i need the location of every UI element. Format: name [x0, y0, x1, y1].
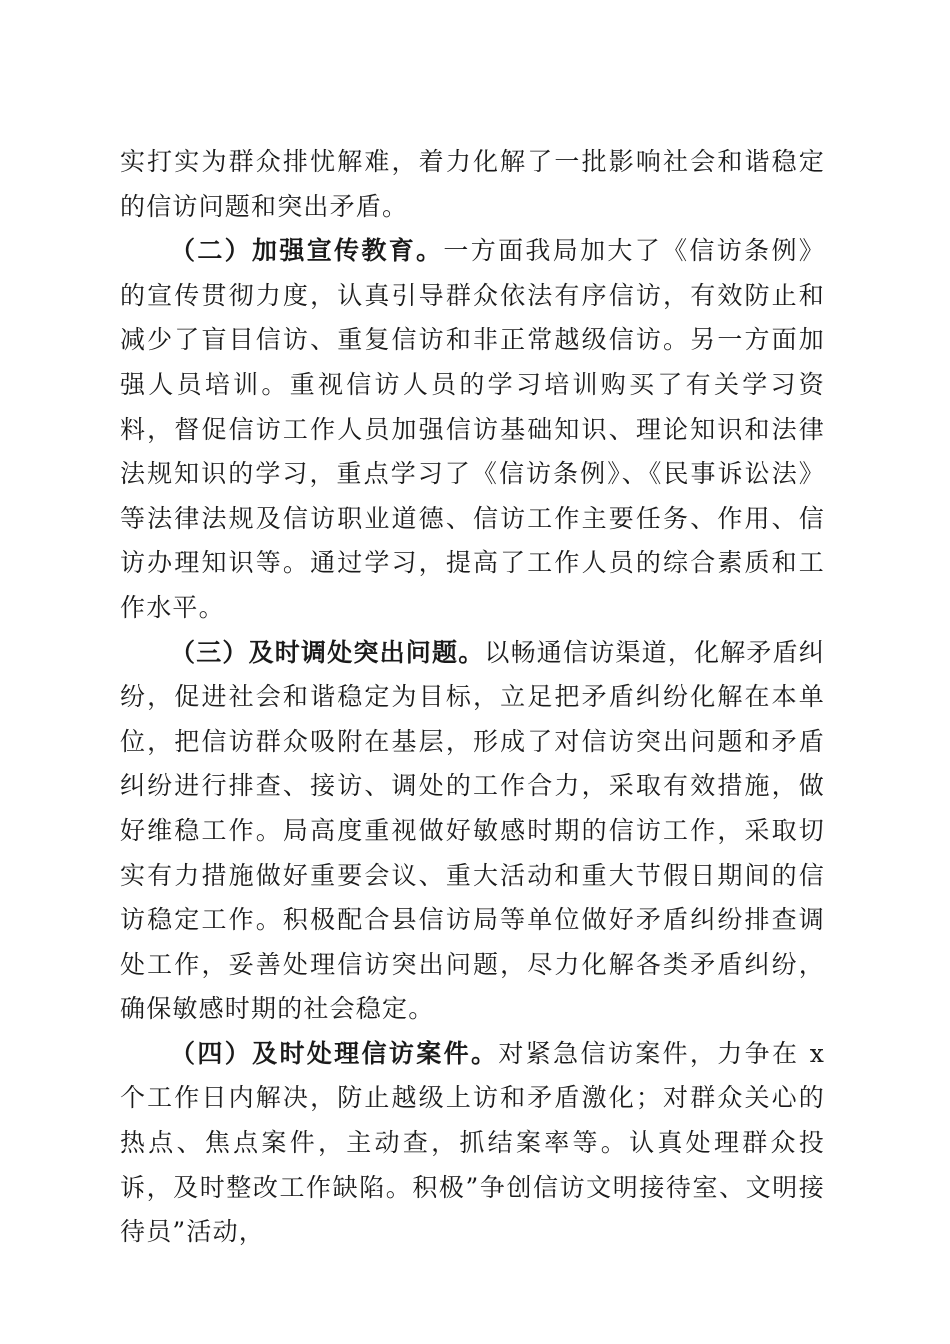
paragraph-section-2: [120, 229, 825, 630]
paragraph-section-3: [120, 631, 825, 1032]
paragraph-body: 以畅通信访渠道，化解矛盾纠纷，促进社会和谐稳定为目标，立足把矛盾纠纷化解在本单位，把信访群众吸附在基层，形成了对信访突出问题和矛盾纠纷进行排查、接访、调处的工作合力，采取有效措施，做好维稳工作。局高度重视做好敏感时期的信访工作，采取切实有力措施做好重要会议、重大活动和重大节假日期间的信访稳定工作。积极配合县信访局等单位做好矛盾纠纷排查调处工作，妥善处理信访突出问题，尽力化解各类矛盾纠纷，确保敏感时期的社会稳定。: [120, 637, 826, 1024]
paragraph-section-4: [120, 1032, 825, 1255]
paragraph-body: 对紧急信访案件，力争在 x 个工作日内解决，防止越级上访和矛盾激化；对群众关心的热点、焦点案件，主动查，抓结案率等。认真处理群众投诉，及时整改工作缺陷。积极”争创信访文明接待室、文明接待员”活动，: [120, 1038, 825, 1247]
paragraph-body: 一方面我局加大了《信访条例》的宣传贯彻力度，认真引导群众依法有序信访，有效防止和减少了盲目信访、重复信访和非正常越级信访。另一方面加强人员培训。重视信访人员的学习培训购买了有关学习资料，督促信访工作人员加强信访基础知识、理论知识和法律法规知识的学习，重点学习了《信访条例》、《民事诉讼法》等法律法规及信访职业道德、信访工作主要任务、作用、信访办理知识等。通过学习，提高了工作人员的综合素质和工作水平。: [120, 236, 825, 622]
section-heading: （三）及时调处突出问题。: [170, 637, 485, 667]
document-body: [120, 140, 825, 1255]
paragraph-continuation: [120, 140, 825, 229]
section-heading: （四）及时处理信访案件。: [170, 1038, 499, 1068]
paragraph-body: 实打实为群众排忧解难，着力化解了一批影响社会和谐稳定的信访问题和突出矛盾。: [120, 147, 825, 221]
section-heading: （二）加强宣传教育。: [170, 236, 444, 266]
